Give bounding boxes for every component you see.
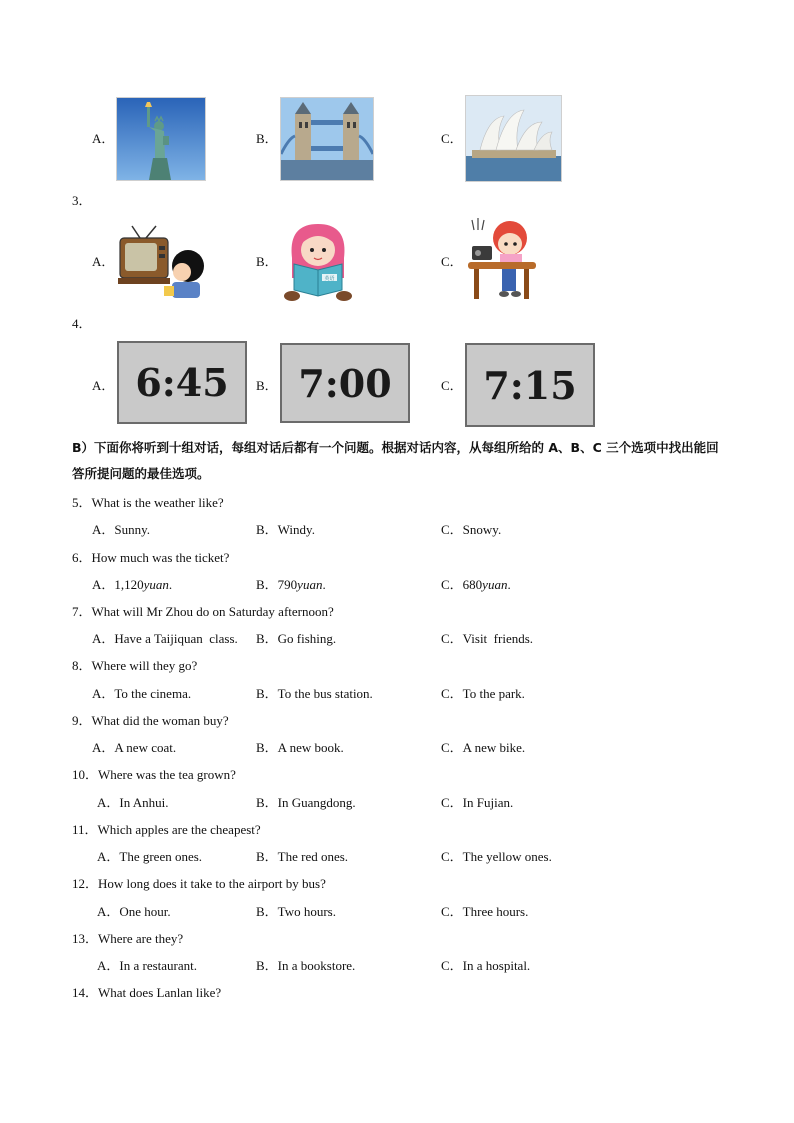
question-6 bbox=[72, 550, 229, 566]
question-6-option-a bbox=[92, 577, 172, 593]
question-11-option-c: C．The yellow ones. bbox=[441, 849, 552, 864]
book-cover-text: 英语 bbox=[324, 276, 335, 282]
q4-option-a-label: A． bbox=[92, 378, 115, 393]
question-12-text: How long does it take to the airport by bus? bbox=[98, 876, 326, 891]
question-10-option-c: C．In Fujian. bbox=[441, 795, 514, 810]
question-7-number: 7． bbox=[72, 604, 92, 619]
question-9-text: What did the woman buy? bbox=[91, 713, 229, 728]
q4-option-b-label: B． bbox=[256, 378, 278, 393]
question-13-option-b: B．In a bookstore. bbox=[256, 958, 356, 973]
question-6-option-b-unit: yuan bbox=[297, 577, 323, 592]
question-13-option-a: A．In a restaurant. bbox=[97, 958, 197, 973]
question-5-text: What is the weather like? bbox=[91, 495, 224, 510]
question-8-text: Where will they go? bbox=[91, 658, 198, 673]
question-6-option-b-amount: B．790 bbox=[256, 577, 298, 592]
question-9-option-c: C．A new bike. bbox=[441, 740, 526, 755]
question-6-option-a-unit: yuan bbox=[143, 577, 169, 592]
question-12-number: 12． bbox=[72, 876, 99, 891]
question-11-option-b: B．The red ones. bbox=[256, 849, 349, 864]
q4-option-c-label: C． bbox=[441, 378, 463, 393]
q4-number: 4． bbox=[72, 316, 92, 331]
question-6-option-a-end: . bbox=[168, 577, 173, 592]
question-5-option-c: C．Snowy. bbox=[441, 522, 502, 537]
q2-option-b-label: B． bbox=[256, 131, 278, 146]
question-12-option-c: C．Three hours. bbox=[441, 904, 529, 919]
question-10-text: Where was the tea grown? bbox=[98, 767, 236, 782]
question-12 bbox=[72, 876, 326, 892]
question-12-option-a: A．One hour. bbox=[97, 904, 171, 919]
statue-of-liberty-image bbox=[116, 97, 206, 181]
question-7-text: What will Mr Zhou do on Saturday afternoon? bbox=[91, 604, 334, 619]
time-c-text: 7:15 bbox=[483, 362, 577, 408]
question-6-option-a-amount: A．1,120 bbox=[92, 577, 144, 592]
question-7-option-b: B．Go fishing. bbox=[256, 631, 337, 646]
question-13-text: Where are they? bbox=[98, 931, 184, 946]
question-7-option-c: C．Visit friends. bbox=[441, 631, 534, 646]
question-5-option-a: A．Sunny. bbox=[92, 522, 151, 537]
question-13-number: 13． bbox=[72, 931, 99, 946]
q3-option-a-label: A． bbox=[92, 254, 115, 269]
question-9-option-a: A．A new coat. bbox=[92, 740, 177, 755]
q2-option-c-label: C． bbox=[441, 131, 463, 146]
question-8-option-c: C．To the park. bbox=[441, 686, 525, 701]
question-13-option-c: C．In a hospital. bbox=[441, 958, 531, 973]
question-6-number: 6． bbox=[72, 550, 92, 565]
question-6-option-c-unit: yuan bbox=[482, 577, 508, 592]
girl-reading-book-image bbox=[282, 218, 354, 302]
question-7 bbox=[72, 604, 334, 620]
question-8-number: 8． bbox=[72, 658, 92, 673]
question-6-option-b bbox=[256, 577, 326, 593]
question-6-option-b-end: . bbox=[322, 577, 326, 592]
question-8 bbox=[72, 658, 197, 674]
question-11-text: Which apples are the cheapest? bbox=[97, 822, 261, 837]
question-8-option-a: A．To the cinema. bbox=[92, 686, 192, 701]
question-7-option-a: A．Have a Taijiquan class. bbox=[92, 631, 238, 646]
question-6-option-c bbox=[441, 577, 511, 593]
time-a-text: 6:45 bbox=[135, 360, 229, 405]
question-10-option-a: A．In Anhui. bbox=[97, 795, 169, 810]
time-b-text: 7:00 bbox=[298, 360, 392, 406]
question-5 bbox=[72, 495, 224, 511]
question-10-option-b: B．In Guangdong. bbox=[256, 795, 356, 810]
question-5-option-b: B．Windy. bbox=[256, 522, 315, 537]
question-11-option-a: A．The green ones. bbox=[97, 849, 203, 864]
time-card-b-image bbox=[280, 343, 410, 423]
q2-option-a-label: A． bbox=[92, 131, 115, 146]
question-8-option-b: B．To the bus station. bbox=[256, 686, 373, 701]
question-9-number: 9． bbox=[72, 713, 92, 728]
question-9-option-b: B．A new book. bbox=[256, 740, 344, 755]
question-5-number: 5． bbox=[72, 495, 92, 510]
question-6-text: How much was the ticket? bbox=[91, 550, 230, 565]
question-13 bbox=[72, 931, 183, 947]
question-14-text: What does Lanlan like? bbox=[98, 985, 222, 1000]
time-card-c-image bbox=[465, 343, 595, 427]
section-b-instruction: B）下面你将听到十组对话，每组对话后都有一个问题。根据对话内容，从每组所给的 A、B、C 三个选项中找出能回答所提问题的最佳选项。 bbox=[72, 440, 719, 481]
q3-option-b-label: B． bbox=[256, 254, 278, 269]
question-10-number: 10． bbox=[72, 767, 99, 782]
question-6-option-c-end: . bbox=[507, 577, 511, 592]
question-14 bbox=[72, 985, 221, 1001]
tower-bridge-image bbox=[280, 97, 374, 181]
child-watching-tv-image bbox=[116, 224, 208, 302]
q3-number: 3． bbox=[72, 193, 92, 208]
time-card-a-image bbox=[117, 341, 247, 424]
question-12-option-b: B．Two hours. bbox=[256, 904, 336, 919]
girl-at-table-with-radio-image bbox=[466, 216, 538, 302]
q3-option-c-label: C． bbox=[441, 254, 463, 269]
question-11-number: 11． bbox=[72, 822, 98, 837]
question-6-option-c-amount: C．680 bbox=[441, 577, 483, 592]
question-14-number: 14． bbox=[72, 985, 99, 1000]
question-9 bbox=[72, 713, 229, 729]
question-10 bbox=[72, 767, 236, 783]
sydney-opera-house-image bbox=[465, 95, 562, 182]
question-11 bbox=[72, 822, 261, 838]
